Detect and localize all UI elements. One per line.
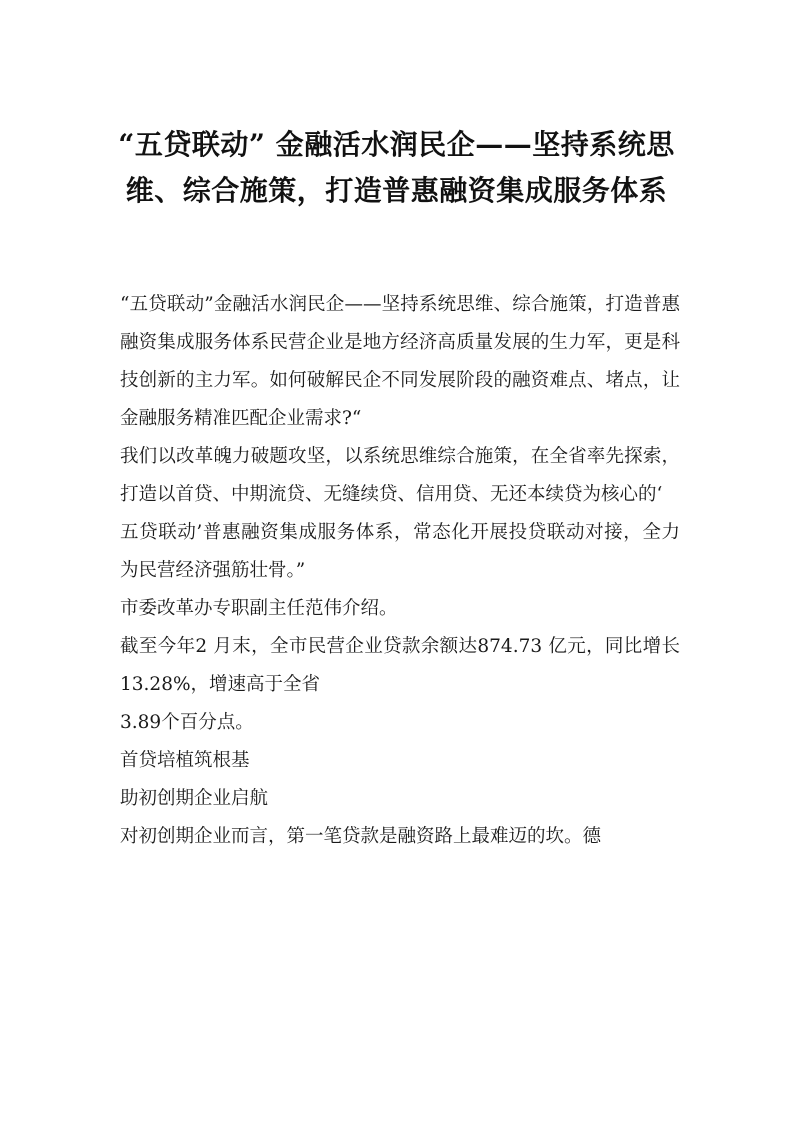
document-body [120, 286, 680, 856]
paragraph-intro: “五贷联动”金融活水润民企——坚持系统思维、综合施策，打造普惠融资集成服务体系民营企业是地方经济高质量发展的生力军，更是科技创新的主力军。如何破解民企不同发展阶段的融资难点、堵点，让金融服务精准匹配企业需求?“ [120, 294, 680, 429]
paragraph-quote-start: 我们以改革魄力破题攻坚，以系统思维综合施策，在全省率先探索，打造以首贷、中期流贷、无缝续贷、信用贷、无还本续贷为核心的‘ [120, 446, 680, 505]
paragraph-statistics: 截至今年2 月末，全市民营企业贷款余额达874.73 亿元，同比增长13.28%，增速高于全省 [120, 636, 680, 695]
paragraph-attribution: 市委改革办专职副主任范伟介绍。 [120, 598, 398, 619]
document-title: “五贷联动” 金融活水润民企——坚持系统思维、综合施策，打造普惠融资集成服务体系 [118, 128, 675, 207]
paragraph-first-loan: 对初创期企业而言，第一笔贷款是融资路上最难迈的坎。德 [120, 826, 602, 847]
paragraph-statistics-cont: 3.89个百分点。 [120, 712, 254, 733]
section-heading-line2: 助初创期企业启航 [120, 788, 269, 809]
paragraph-quote-end: 五贷联动’普惠融资集成服务体系，常态化开展投贷联动对接，全力为民营经济强筋壮骨。” [120, 522, 680, 581]
section-heading-line1: 首贷培植筑根基 [120, 750, 250, 771]
